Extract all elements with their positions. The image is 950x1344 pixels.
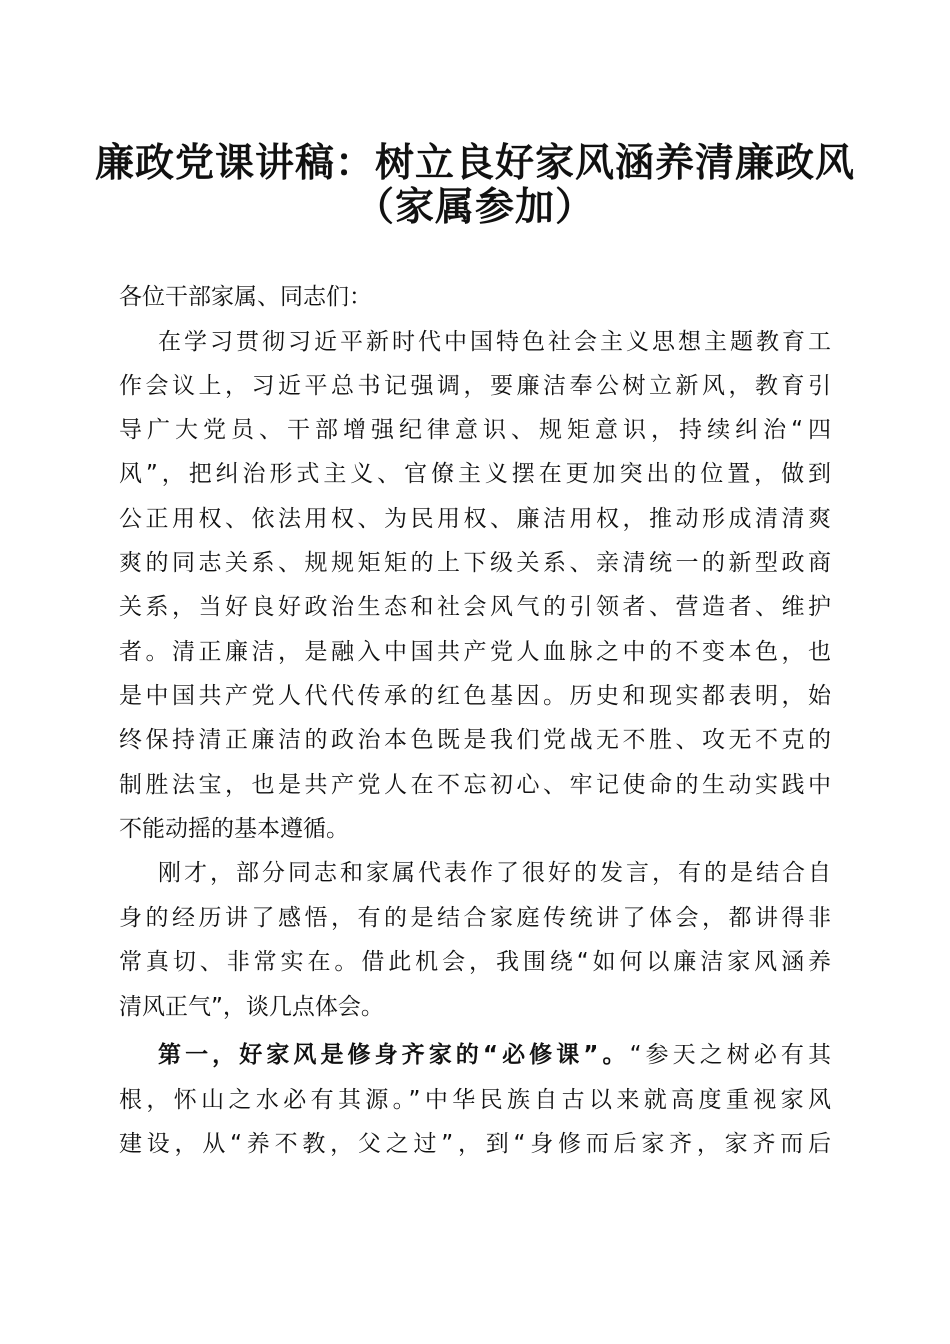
paragraph-2-line: 常真切、非常实在。借此机会，我围绕“如何以廉洁家风涵养 [119, 949, 831, 975]
paragraph-3-line: 根，怀山之水必有其源。”中华民族自古以来就高度重视家风 [119, 1087, 831, 1113]
paragraph-3-first-line-rest: “参天之树必有其 [629, 1042, 831, 1068]
paragraph-2-line: 刚才，部分同志和家属代表作了很好的发言，有的是结合自 [158, 860, 831, 886]
paragraph-2-line: 清风正气”，谈几点体会。 [119, 994, 384, 1020]
paragraph-1-line: 终保持清正廉洁的政治本色既是我们党战无不胜、攻无不克的 [119, 727, 831, 753]
paragraph-1-line: 风”，把纠治形式主义、官僚主义摆在更加突出的位置，做到 [119, 461, 831, 487]
paragraph-3-lead: 第一，好家风是修身齐家的“必修课”。 [158, 1042, 630, 1068]
paragraph-1-line: 者。清正廉洁，是融入中国共产党人血脉之中的不变本色，也 [119, 639, 831, 665]
paragraph-1-line: 爽的同志关系、规规矩矩的上下级关系、亲清统一的新型政商 [119, 550, 831, 576]
paragraph-3-first-line [158, 1033, 831, 1077]
paragraph-1-line: 是中国共产党人代代传承的红色基因。历史和现实都表明，始 [119, 683, 831, 709]
document-title-line-2: （家属参加） [354, 184, 595, 230]
paragraph-1-line: 在学习贯彻习近平新时代中国特色社会主义思想主题教育工 [158, 329, 831, 355]
document-title-line-1: 廉政党课讲稿：树立良好家风涵养清廉政风 [94, 140, 855, 186]
paragraph-1-line: 公正用权、依法用权、为民用权、廉洁用权，推动形成清清爽 [119, 506, 831, 532]
paragraph-1-line: 关系，当好良好政治生态和社会风气的引领者、营造者、维护 [119, 594, 831, 620]
paragraph-1-line: 导广大党员、干部增强纪律意识、规矩意识，持续纠治“四 [119, 417, 831, 443]
paragraph-1-line: 制胜法宝，也是共产党人在不忘初心、牢记使命的生动实践中 [119, 772, 831, 798]
salutation: 各位干部家属、同志们： [119, 284, 372, 310]
paragraph-2-line: 身的经历讲了感悟，有的是结合家庭传统讲了体会，都讲得非 [119, 905, 831, 931]
paragraph-1-line: 不能动摇的基本遵循。 [119, 816, 349, 842]
paragraph-1-line: 作会议上，习近平总书记强调，要廉洁奉公树立新风，教育引 [119, 373, 831, 399]
paragraph-3-line: 建设，从“养不教，父之过”，到“身修而后家齐，家齐而后 [119, 1131, 831, 1157]
